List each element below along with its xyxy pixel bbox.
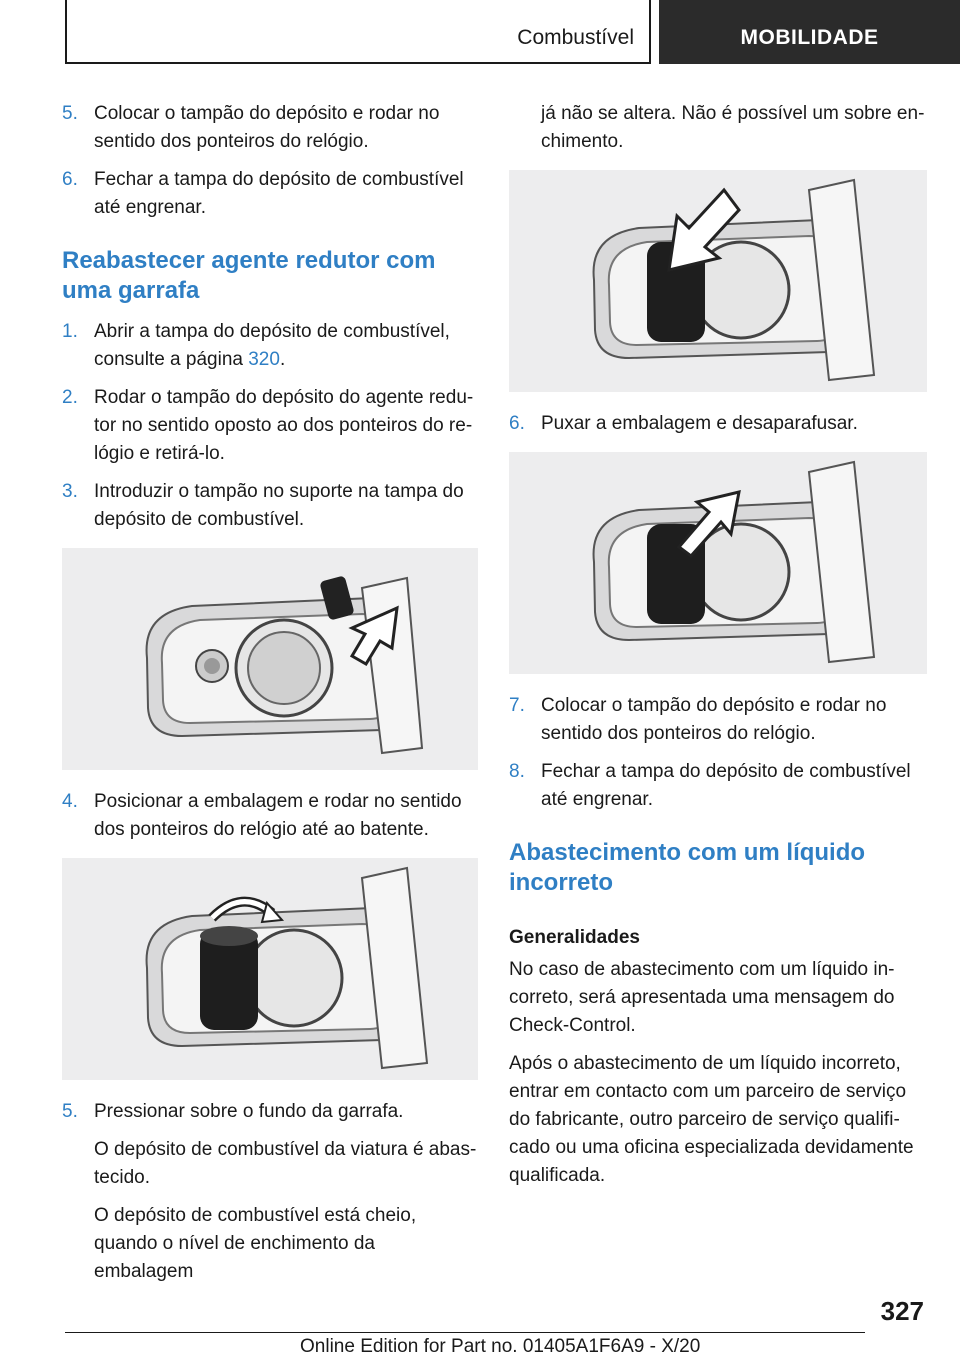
page-number: 327 [880, 1296, 924, 1326]
right-column [509, 100, 927, 1200]
step-number: 8. [509, 761, 525, 782]
section-heading: Reabastecer agente redutor com uma garrafa [62, 247, 436, 304]
step-text: Colocar o tampão do depósito e rodar no sentido dos ponteiros do relógio. [541, 695, 887, 744]
fuel-flap-illustration [62, 858, 478, 1080]
step-text: Introduzir o tampão no suporte na tampa do depósito de combustível. [94, 481, 464, 530]
step-text: Pressionar sobre o fundo da garrafa. [94, 1101, 404, 1122]
step-item [62, 384, 478, 468]
step-text: Colocar o tampão do depósito e rodar no sentido dos ponteiros do relógio. [94, 103, 440, 152]
illustration-press-bottle [509, 170, 927, 392]
page-link[interactable]: 320 [248, 349, 280, 370]
section-title: Combustível [517, 26, 634, 49]
fuel-flap-illustration [509, 452, 927, 674]
step-item [62, 1098, 478, 1126]
section-heading: Abastecimento com um líquido incorreto [509, 839, 866, 896]
step-item [62, 166, 478, 222]
step-item [62, 100, 478, 156]
step-text: Rodar o tampão do depósito do agente redutor no sentido oposto ao dos ponteiros do relógio e retirá-lo. [94, 387, 474, 464]
left-column [62, 100, 478, 1296]
step-text [94, 318, 478, 374]
step-number: 5. [62, 1101, 78, 1122]
step-item [509, 692, 927, 748]
step-number: 6. [509, 413, 525, 434]
sub-heading: Generalidades [509, 927, 640, 948]
step-number: 2. [62, 387, 78, 408]
step-text: Fechar a tampa do depósito de combustível até engrenar. [541, 761, 911, 810]
fuel-flap-illustration [62, 548, 478, 770]
step-text: Fechar a tampa do depósito de combustível até engrenar. [94, 169, 464, 218]
chapter-tab: MOBILIDADE [659, 0, 960, 64]
step-item [509, 758, 927, 814]
step-item [509, 410, 927, 438]
step-text-part: . [279, 349, 286, 370]
illustration-cap-in-holder [62, 548, 478, 770]
step-number: 4. [62, 791, 78, 812]
step-item [62, 788, 478, 844]
illustration-pull-bottle [509, 452, 927, 674]
step-text: Posicionar a embalagem e rodar no sentido dos ponteiros do relógio até ao batente. [94, 791, 462, 840]
step-item [62, 318, 478, 374]
body-paragraph: já não se altera. Não é possível um sobre enchimento. [541, 103, 925, 152]
body-paragraph: O depósito de combustível da viatura é abastecido. [94, 1139, 477, 1188]
body-paragraph: No caso de abastecimento com um líquido incorreto, será apresentada uma mensagem do Check-Control. [509, 959, 895, 1036]
fuel-flap-illustration [509, 170, 927, 392]
step-number: 6. [62, 169, 78, 190]
page-header [0, 0, 960, 64]
step-number: 7. [509, 695, 525, 716]
step-text: Puxar a embalagem e desaparafusar. [541, 413, 858, 434]
body-paragraph: Após o abastecimento de um líquido incorreto, entrar em contacto com um parceiro de serviço do fabricante, outro parceiro de serviço qualificado ou uma oficina especializada devidamente qualificada. [509, 1053, 914, 1186]
step-number: 3. [62, 481, 78, 502]
illustration-position-bottle [62, 858, 478, 1080]
footer-divider [65, 1332, 865, 1333]
step-number: 1. [62, 321, 78, 342]
step-item [62, 478, 478, 534]
footer-edition: Online Edition for Part no. 01405A1F6A9 - X/20 [300, 1336, 701, 1357]
step-number: 5. [62, 103, 78, 124]
step-text-part: Abrir a tampa do depósito de combustível, consulte a página [94, 321, 450, 370]
body-paragraph: O depósito de combustível está cheio, quando o nível de enchimento da embalagem [94, 1205, 417, 1282]
